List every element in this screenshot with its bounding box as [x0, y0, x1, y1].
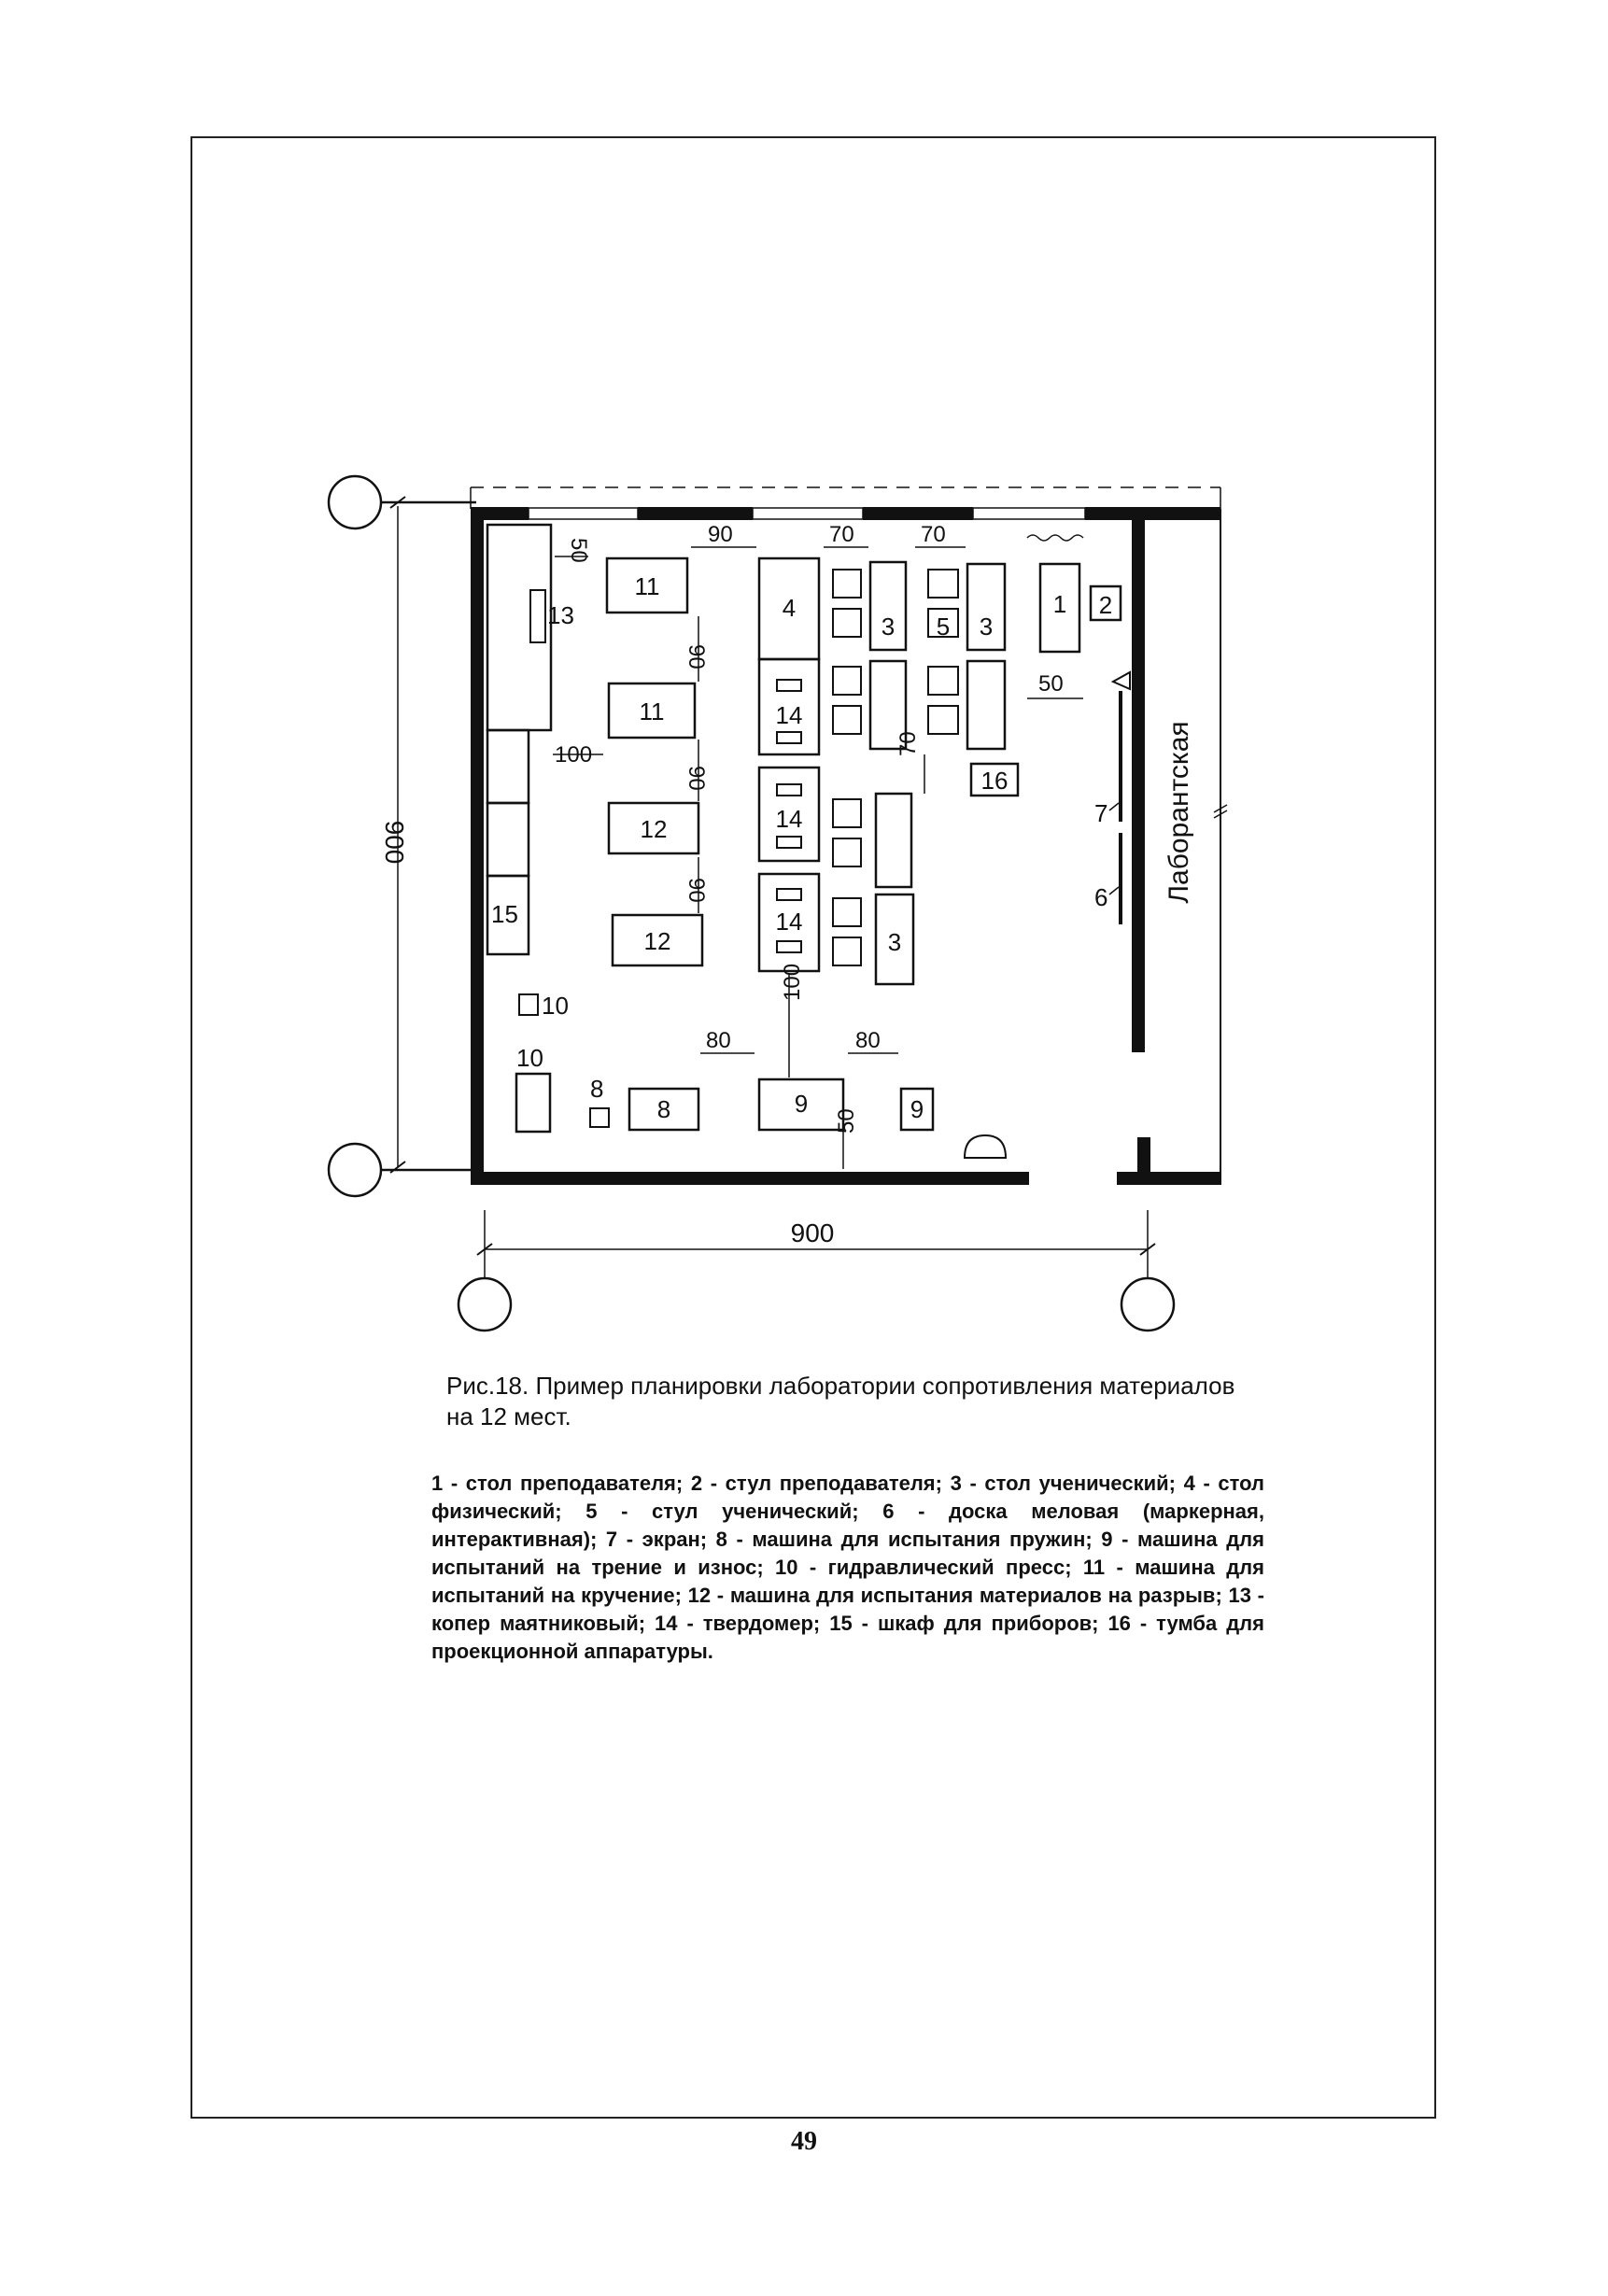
item-13-pendulum — [487, 525, 551, 730]
svg-text:15: 15 — [491, 900, 518, 928]
svg-text:90: 90 — [684, 766, 709, 791]
svg-text:3: 3 — [979, 613, 994, 641]
svg-text:100: 100 — [780, 963, 805, 1001]
axis-marker-bottom-right — [1121, 1278, 1174, 1331]
svg-text:14: 14 — [775, 908, 803, 936]
item-7-screen: 7 — [1094, 799, 1108, 827]
svg-text:90: 90 — [708, 522, 733, 547]
item-10-press-a — [519, 994, 538, 1015]
svg-text:11: 11 — [639, 697, 665, 725]
svg-text:9: 9 — [910, 1095, 924, 1123]
svg-text:70: 70 — [896, 731, 921, 756]
svg-text:12: 12 — [640, 815, 668, 843]
svg-text:14: 14 — [775, 805, 803, 833]
svg-text:10: 10 — [542, 992, 569, 1020]
dim-width-label: 900 — [790, 1218, 835, 1247]
svg-text:90: 90 — [684, 878, 709, 903]
svg-text:13: 13 — [547, 601, 574, 629]
svg-text:10: 10 — [516, 1044, 543, 1072]
svg-text:8: 8 — [656, 1095, 671, 1123]
svg-text:8: 8 — [590, 1075, 604, 1103]
room-label-laborantskaya: Лаборантская — [1164, 721, 1194, 904]
dim-height-label: 900 — [380, 820, 409, 865]
svg-text:50: 50 — [566, 538, 591, 563]
figure-legend: 1 - стол преподавателя; 2 - стул преподавателя; 3 - стол ученический; 4 - стол физический; 5 - стул ученический; 6 - доска меловая (маркерная, интерактивная); 7 - экран; 8 - машина для испытания пружин; 9 - машина для испытаний на трение и износ; 10 - гидравлический пресс; 11 - машина для испытаний на кручение; 12 - машина для испытания материалов на разрыв; 13 - копер маятниковый; 14 - твердомер; 15 - шкаф для приборов; 16 - тумба для проекционной аппаратуры. — [431, 1472, 1264, 1663]
svg-text:11: 11 — [634, 572, 660, 600]
axis-marker-bottom-center — [458, 1278, 511, 1331]
svg-text:70: 70 — [829, 522, 854, 547]
axis-marker-top-left — [329, 476, 381, 528]
svg-text:12: 12 — [643, 927, 671, 955]
svg-text:100: 100 — [555, 742, 593, 768]
svg-text:90: 90 — [684, 644, 709, 669]
svg-text:1: 1 — [1052, 590, 1067, 618]
svg-text:3: 3 — [887, 928, 902, 956]
page-number: 49 — [791, 2127, 817, 2156]
svg-text:70: 70 — [921, 522, 946, 547]
svg-text:2: 2 — [1098, 591, 1113, 619]
sink-icon — [965, 1135, 1006, 1158]
axis-marker-bottom-left — [329, 1144, 381, 1196]
svg-text:5: 5 — [936, 613, 951, 641]
figure-caption: Рис.18. Пример планировки лаборатории сопротивления материалов на 12 мест. — [446, 1372, 1235, 1430]
svg-text:80: 80 — [706, 1028, 731, 1053]
svg-text:4: 4 — [782, 594, 797, 622]
svg-text:50: 50 — [1038, 671, 1064, 697]
item-10-press-b — [516, 1074, 550, 1132]
svg-text:3: 3 — [881, 613, 896, 641]
svg-text:80: 80 — [855, 1028, 881, 1053]
svg-text:50: 50 — [834, 1108, 859, 1134]
item-8-spring-a — [590, 1108, 609, 1127]
svg-text:14: 14 — [775, 701, 803, 729]
svg-text:16: 16 — [980, 767, 1009, 795]
svg-text:9: 9 — [794, 1090, 809, 1118]
item-6-board: 6 — [1094, 883, 1108, 911]
